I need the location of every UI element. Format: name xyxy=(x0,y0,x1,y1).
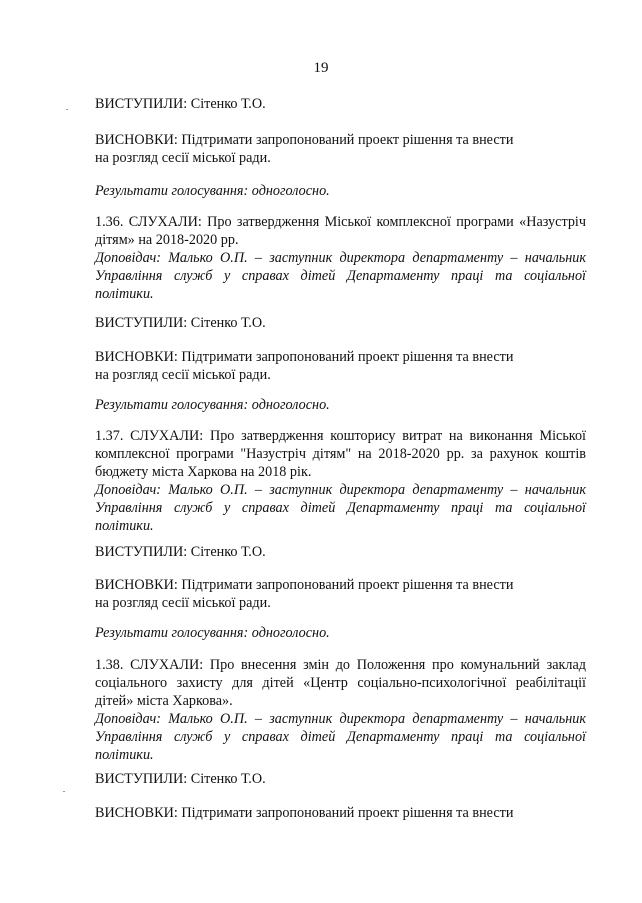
reporter-line: Управління служб у справах дітей Департаменту праці та соціальної xyxy=(95,268,586,284)
vote-line: Результати голосування: одноголосно. xyxy=(95,625,330,641)
vote-result-1 xyxy=(95,182,586,200)
heard-line: 1.38. СЛУХАЛИ: Про внесення змін до Положення про комунальний заклад xyxy=(95,657,586,673)
conclusion-2 xyxy=(95,348,586,384)
reporter-line: Управління служб у справах дітей Департаменту праці та соціальної xyxy=(95,729,586,745)
heard-line: дітям» на 2018-2020 рр. xyxy=(95,232,239,248)
heard-line: дітей» міста Харкова». xyxy=(95,693,233,709)
scan-speck xyxy=(66,109,68,110)
conclusion-4 xyxy=(95,804,586,822)
reporter-line: Доповідач: Малько О.П. – заступник директора департаменту – начальник xyxy=(95,711,586,727)
conclusion-line: ВИСНОВКИ: Підтримати запропонований проект рішення та внести xyxy=(95,805,514,821)
conclusion-line: на розгляд сесії міської ради. xyxy=(95,367,271,383)
heard-line: комплексної програми "Назустріч дітям" на 2018-2020 рр. за рахунок коштів xyxy=(95,446,586,462)
conclusion-1 xyxy=(95,131,586,167)
conclusion-line: на розгляд сесії міської ради. xyxy=(95,595,271,611)
page-number: 19 xyxy=(313,60,329,76)
item-1-38 xyxy=(95,656,586,764)
reporter-line: Доповідач: Малько О.П. – заступник директора департаменту – начальник xyxy=(95,250,586,266)
reporter-line: Доповідач: Малько О.П. – заступник директора департаменту – начальник xyxy=(95,482,586,498)
speakers-4 xyxy=(95,770,586,788)
heard-line: 1.36. СЛУХАЛИ: Про затвердження Міської комплексної програми «Назустріч xyxy=(95,214,586,230)
item-1-36 xyxy=(95,213,586,303)
speakers-1 xyxy=(95,95,586,113)
conclusion-line: ВИСНОВКИ: Підтримати запропонований проект рішення та внести xyxy=(95,132,514,148)
reporter-line: політики. xyxy=(95,286,154,302)
reporter-line: політики. xyxy=(95,518,154,534)
heard-line: 1.37. СЛУХАЛИ: Про затвердження кошторису витрат на виконання Міської xyxy=(95,428,586,444)
conclusion-3 xyxy=(95,576,586,612)
heard-line: бюджету міста Харкова на 2018 рік. xyxy=(95,464,312,480)
speakers-line: ВИСТУПИЛИ: Сітенко Т.О. xyxy=(95,315,266,331)
conclusion-line: на розгляд сесії міської ради. xyxy=(95,150,271,166)
conclusion-line: ВИСНОВКИ: Підтримати запропонований проект рішення та внести xyxy=(95,577,514,593)
vote-result-3 xyxy=(95,624,586,642)
vote-line: Результати голосування: одноголосно. xyxy=(95,183,330,199)
speakers-3 xyxy=(95,543,586,561)
vote-result-2 xyxy=(95,396,586,414)
scan-speck xyxy=(63,791,65,792)
speakers-line: ВИСТУПИЛИ: Сітенко Т.О. xyxy=(95,771,266,787)
speakers-line: ВИСТУПИЛИ: Сітенко Т.О. xyxy=(95,544,266,560)
reporter-line: Управління служб у справах дітей Департаменту праці та соціальної xyxy=(95,500,586,516)
conclusion-line: ВИСНОВКИ: Підтримати запропонований проект рішення та внести xyxy=(95,349,514,365)
vote-line: Результати голосування: одноголосно. xyxy=(95,397,330,413)
reporter-line: політики. xyxy=(95,747,154,763)
speakers-line: ВИСТУПИЛИ: Сітенко Т.О. xyxy=(95,96,266,112)
item-1-37 xyxy=(95,427,586,535)
speakers-2 xyxy=(95,314,586,332)
heard-line: соціального захисту для дітей «Центр соціально-психологічної реабілітації xyxy=(95,675,586,691)
